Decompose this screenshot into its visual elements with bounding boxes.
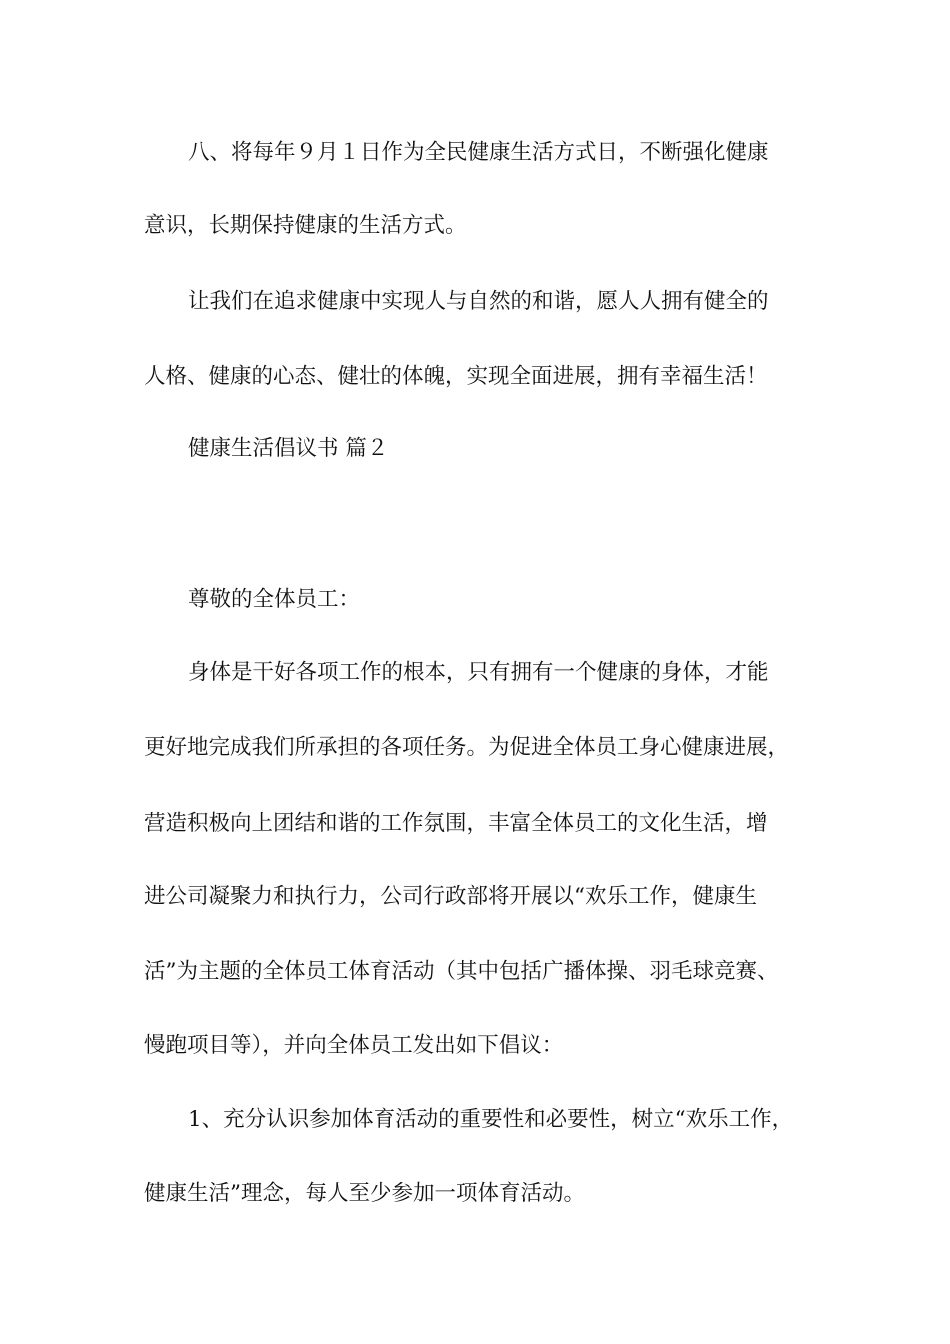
section-heading: 健康生活倡议书 篇２: [188, 436, 389, 461]
salutation: 尊敬的全体员工：: [188, 587, 361, 612]
intro-paragraph-line-1: 身体是干好各项工作的根本，只有拥有一个健康的身体，才能: [188, 660, 769, 685]
intro-paragraph-line-5: 活”为主题的全体员工体育活动（其中包括广播体操、羽毛球竞赛、: [144, 959, 779, 984]
paragraph-8-line-2: 意识，长期保持健康的生活方式。: [144, 213, 467, 238]
paragraph-8-line-1: 八、将每年９月１日作为全民健康生活方式日，不断强化健康: [188, 140, 769, 165]
closing-paragraph-line-1: 让我们在追求健康中实现人与自然的和谐，愿人人拥有健全的: [188, 289, 769, 314]
closing-paragraph-line-2: 人格、健康的心态、健壮的体魄，实现全面进展，拥有幸福生活！: [144, 364, 768, 389]
item-1-line-1: 1、充分认识参加体育活动的重要性和必要性，树立“欢乐工作，: [188, 1107, 794, 1132]
intro-paragraph-line-6: 慢跑项目等），并向全体员工发出如下倡议：: [144, 1033, 564, 1058]
intro-paragraph-line-2: 更好地完成我们所承担的各项任务。为促进全体员工身心健康进展，: [144, 735, 790, 760]
intro-paragraph-line-3: 营造积极向上团结和谐的工作氛围，丰富全体员工的文化生活，增: [144, 811, 768, 836]
item-1-line-2: 健康生活”理念，每人至少参加一项体育活动。: [144, 1181, 585, 1206]
intro-paragraph-line-4: 进公司凝聚力和执行力，公司行政部将开展以“欢乐工作，健康生: [144, 884, 757, 909]
